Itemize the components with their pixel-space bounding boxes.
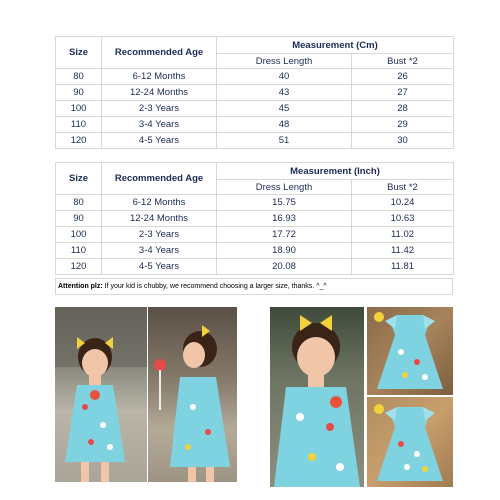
product-photo-girl-closeup [270,307,364,487]
dress-length-cell: 40 [217,69,352,85]
age-cell: 4-5 Years [102,133,217,149]
dress-length-cell: 15.75 [217,195,352,211]
bust-cell: 28 [352,101,454,117]
age-cell: 12-24 Months [102,85,217,101]
dress-length-cell: 16.93 [217,211,352,227]
table-row [56,259,454,275]
age-cell: 4-5 Years [102,259,217,275]
attention-note [55,278,453,295]
size-cell: 100 [56,101,102,117]
size-cell: 100 [56,227,102,243]
col-age-header: Recommended Age [102,163,217,195]
table-row [56,133,454,149]
age-cell: 3-4 Years [102,243,217,259]
size-cell: 90 [56,211,102,227]
table-row [56,227,454,243]
bust-header: Bust *2 [352,54,454,69]
age-cell: 12-24 Months [102,211,217,227]
age-cell: 6-12 Months [102,69,217,85]
size-cell: 120 [56,133,102,149]
bust-cell: 27 [352,85,454,101]
size-cell: 90 [56,85,102,101]
dress-length-cell: 48 [217,117,352,133]
bust-cell: 11.02 [352,227,454,243]
size-cell: 110 [56,117,102,133]
note-text: If your kid is chubby, we recommend choosing a larger size, thanks. ^_^ [102,283,327,290]
col-size-header: Size [56,37,102,69]
dress-length-header: Dress Length [217,54,352,69]
product-photo-girl-front [55,307,147,482]
col-age-header: Recommended Age [102,37,217,69]
bust-cell: 11.42 [352,243,454,259]
age-cell: 2-3 Years [102,227,217,243]
measurement-header: Measurement (Cm) [217,37,454,54]
dress-length-cell: 20.08 [217,259,352,275]
dress-length-cell: 51 [217,133,352,149]
size-cell: 110 [56,243,102,259]
product-photo-girl-side [148,307,237,482]
table-row [56,211,454,227]
size-cell: 80 [56,195,102,211]
bust-cell: 30 [352,133,454,149]
dress-length-cell: 43 [217,85,352,101]
table-row [56,117,454,133]
dress-length-header: Dress Length [217,180,352,195]
dress-length-cell: 45 [217,101,352,117]
dress-length-cell: 17.72 [217,227,352,243]
note-label: Attention plz: [58,283,103,290]
table-row [56,69,454,85]
size-table-inch [55,162,454,275]
bust-cell: 26 [352,69,454,85]
product-photo-dress-flat-top [367,307,453,395]
table-row [56,101,454,117]
table-row [56,195,454,211]
bust-header: Bust *2 [352,180,454,195]
product-photo-dress-flat-bottom [367,397,453,487]
age-cell: 3-4 Years [102,117,217,133]
table-row [56,85,454,101]
dress-length-cell: 18.90 [217,243,352,259]
col-size-header: Size [56,163,102,195]
age-cell: 6-12 Months [102,195,217,211]
bust-cell: 10.24 [352,195,454,211]
age-cell: 2-3 Years [102,101,217,117]
measurement-header: Measurement (Inch) [217,163,454,180]
table-row [56,243,454,259]
bust-cell: 11.81 [352,259,454,275]
size-cell: 80 [56,69,102,85]
size-table-cm [55,36,454,149]
bust-cell: 29 [352,117,454,133]
bust-cell: 10.63 [352,211,454,227]
size-cell: 120 [56,259,102,275]
